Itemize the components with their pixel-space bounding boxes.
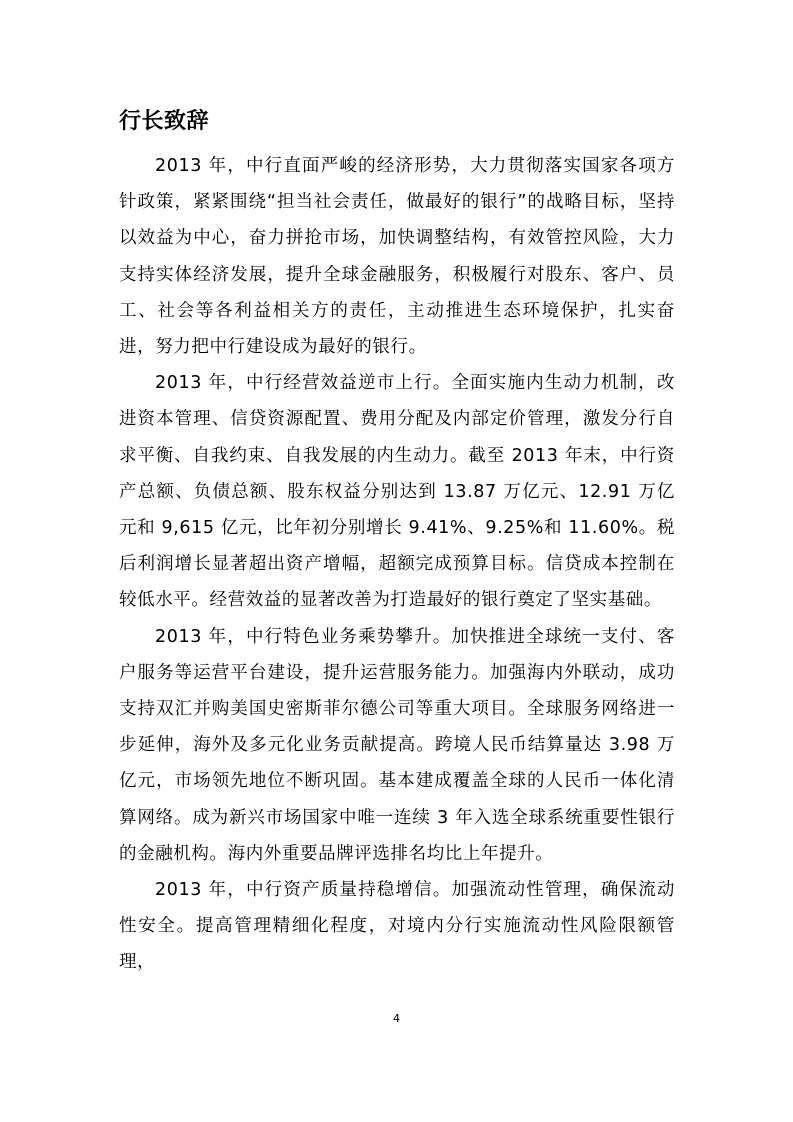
page-number: 4 bbox=[393, 1012, 400, 1025]
paragraph-4: 2013 年，中行资产质量持稳增信。加强流动性管理，确保流动性安全。提高管理精细化程度，对境内分行实施流动性风险限额管理， bbox=[119, 880, 675, 973]
body-text bbox=[119, 148, 675, 981]
paragraph-2: 2013 年，中行经营效益逆市上行。全面实施内生动力机制，改进资本管理、信贷资源配置、费用分配及内部定价管理，激发分行自求平衡、自我约束、自我发展的内生动力。截至 2013 年末，中行资产总额、负债总额、股东权益分别达到 13.87 万亿元、12.91 万亿元和 9,615 亿元，比年初分别增长 9.41%、9.25%和 11.60%。税后利润增长显著超出资产增幅，超额完成预算目标。信贷成本控制在较低水平。经营效益的显著改善为打造最好的银行奠定了坚实基础。 bbox=[119, 373, 675, 611]
page-title: 行长致辞 bbox=[119, 109, 210, 134]
paragraph-3: 2013 年，中行特色业务乘势攀升。加快推进全球统一支付、客户服务等运营平台建设，提升运营服务能力。加强海内外联动，成功支持双汇并购美国史密斯菲尔德公司等重大项目。全球服务网络进一步延伸，海外及多元化业务贡献提高。跨境人民币结算量达 3.98 万亿元，市场领先地位不断巩固。基本建成覆盖全球的人民币一体化清算网络。成为新兴市场国家中唯一连续 3 年入选全球系统重要性银行的金融机构。海内外重要品牌评选排名均比上年提升。 bbox=[119, 626, 675, 864]
paragraph-1: 2013 年，中行直面严峻的经济形势，大力贯彻落实国家各项方针政策，紧紧围绕“担当社会责任，做最好的银行”的战略目标，坚持以效益为中心，奋力拼抢市场，加快调整结构，有效管控风险，大力支持实体经济发展，提升全球金融服务，积极履行对股东、客户、员工、社会等各利益相关方的责任，主动推进生态环境保护，扎实奋进，努力把中行建设成为最好的银行。 bbox=[119, 156, 675, 358]
